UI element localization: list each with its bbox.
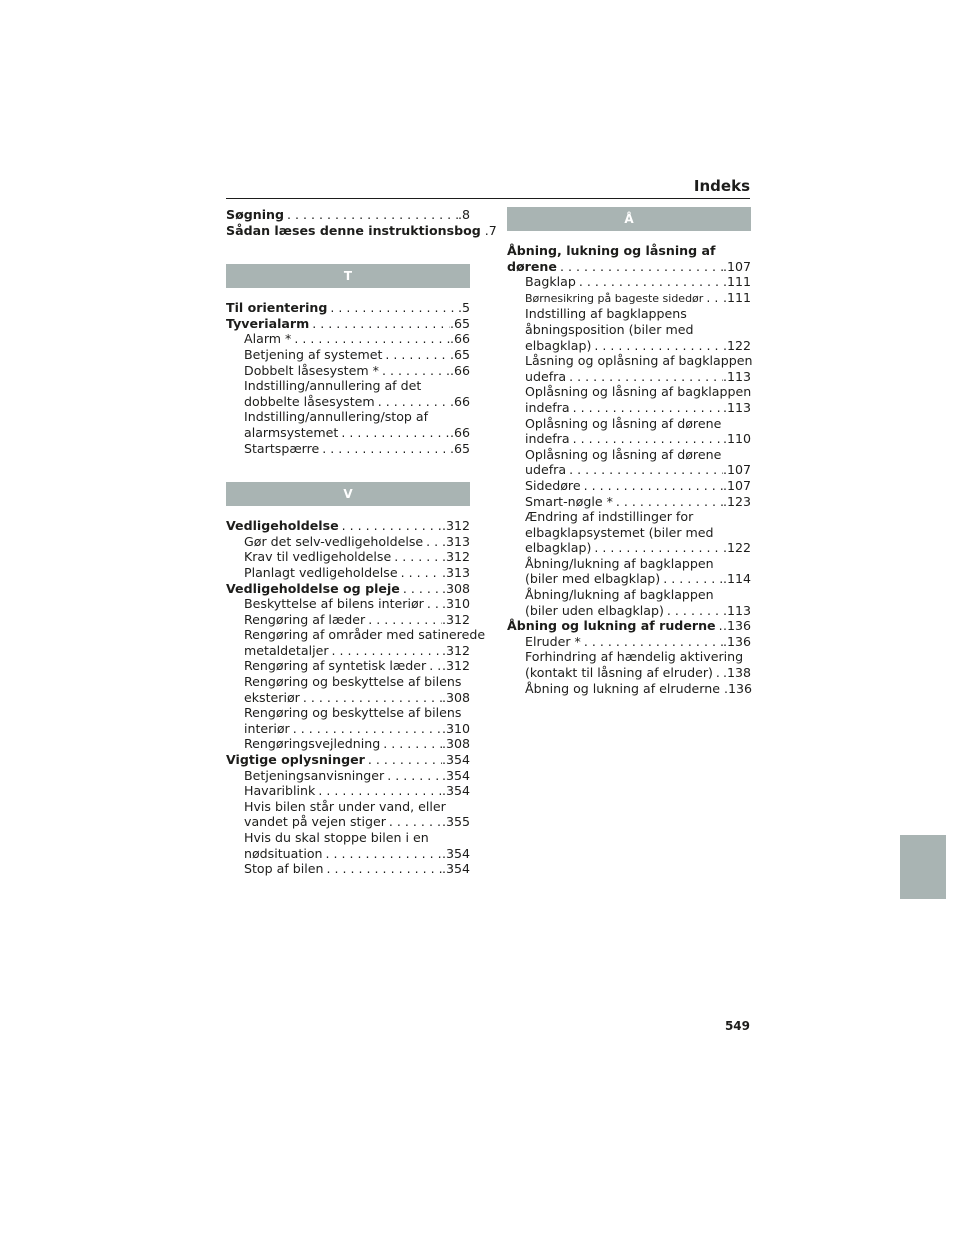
index-entry[interactable]: Til orientering . . . .5 (226, 300, 470, 316)
index-entry[interactable]: Tyverialarm . . . .65 (226, 316, 470, 332)
index-subentry[interactable]: udefra . . . .107 (507, 462, 751, 478)
index-subentry[interactable]: Gør det selv-vedligeholdelse . . . .313 (226, 534, 470, 550)
index-subentry[interactable]: interiør . . . .310 (226, 721, 470, 737)
index-subentry[interactable]: Stop af bilen . . . .354 (226, 861, 470, 877)
page-number: 549 (724, 1019, 750, 1033)
index-subentry[interactable]: vandet på vejen stiger . . . .355 (226, 814, 470, 830)
index-subentry[interactable]: (biler med elbagklap) . . . .114 (507, 571, 751, 587)
index-entry[interactable]: Vedligeholdelse . . . .312 (226, 518, 470, 534)
index-subentry-line: Oplåsning og låsning af bagklappen (525, 384, 752, 400)
index-subentry[interactable]: Rengøringsvejledning . . . .308 (226, 736, 470, 752)
index-entry[interactable]: Søgning . . . .8 (226, 207, 470, 223)
index-subentry[interactable]: alarmsystemet . . . .66 (226, 425, 470, 441)
index-subentry[interactable]: Bagklap . . . .111 (507, 274, 751, 290)
index-entry-line: Åbning, lukning og låsning af (507, 243, 716, 258)
index-column-right (507, 207, 751, 696)
index-subentry-line: Åbning/lukning af bagklappen (525, 587, 714, 603)
index-subentry-line: Oplåsning og låsning af dørene (525, 415, 722, 431)
index-subentry[interactable]: elbagklap) . . . .122 (507, 338, 751, 354)
index-subentry[interactable]: Rengøring af læder . . . .312 (226, 612, 470, 628)
index-subentry[interactable]: Alarm * . . . .66 (226, 331, 470, 347)
chapter-tab (900, 835, 946, 899)
index-subentry-line: Rengøring og beskyttelse af bilens (244, 705, 462, 721)
index-subentry-line: åbningsposition (biler med (525, 321, 694, 337)
index-subentry[interactable]: Åbning og lukning af elruderne . . . .136 (507, 681, 751, 697)
index-subentry-line: elbagklapsystemet (biler med (525, 524, 714, 540)
index-subentry-line: Indstilling/annullering af det (244, 378, 422, 394)
index-subentry[interactable]: Dobbelt låsesystem * . . . .66 (226, 363, 470, 379)
section-header-v: V (226, 482, 470, 506)
index-subentry-line: Rengøring og beskyttelse af bilens (244, 674, 462, 690)
index-entry[interactable]: Vedligeholdelse og pleje . . . .308 (226, 581, 470, 597)
index-subentry[interactable]: Smart-nøgle * . . . .123 (507, 494, 751, 510)
index-subentry[interactable]: indefra . . . .113 (507, 400, 751, 416)
index-subentry[interactable]: indefra . . . .110 (507, 431, 751, 447)
header-rule (226, 198, 750, 199)
index-subentry[interactable]: Planlagt vedligeholdelse . . . .313 (226, 565, 470, 581)
section-header-t: T (226, 264, 470, 288)
index-subentry[interactable]: metaldetaljer . . . .312 (226, 643, 470, 659)
index-subentry-line: Forhindring af hændelig aktivering (525, 649, 744, 665)
index-subentry[interactable]: Krav til vedligeholdelse . . . .312 (226, 549, 470, 565)
index-entry[interactable]: Åbning og lukning af ruderne . . . .136 (507, 618, 751, 634)
index-subentry[interactable]: Elruder * . . . .136 (507, 634, 751, 650)
index-subentry-line: Rengøring af områder med satinerede (244, 627, 486, 643)
section-header-aa: Å (507, 207, 751, 231)
index-subentry[interactable]: Betjening af systemet . . . .65 (226, 347, 470, 363)
index-subentry-line: Hvis du skal stoppe bilen i en (244, 830, 429, 845)
index-subentry-line: Oplåsning og låsning af dørene (525, 446, 722, 462)
index-subentry[interactable]: nødsituation . . . .354 (226, 846, 470, 862)
index-entry[interactable]: dørene . . . .107 (507, 259, 751, 275)
index-subentry[interactable]: (biler uden elbagklap) . . . .113 (507, 603, 751, 619)
index-subentry-line: Ændring af indstillinger for (525, 509, 694, 525)
index-subentry[interactable]: Startspærre . . . .65 (226, 441, 470, 457)
index-subentry[interactable]: Beskyttelse af bilens interiør . . . .310 (226, 596, 470, 612)
index-subentry[interactable]: udefra . . . .113 (507, 369, 751, 385)
index-subentry[interactable]: elbagklap) . . . .122 (507, 540, 751, 556)
index-subentry[interactable]: dobbelte låsesystem . . . .66 (226, 394, 470, 410)
index-subentry[interactable]: Havariblink . . . .354 (226, 783, 470, 799)
index-subentry-line: Åbning/lukning af bagklappen (525, 555, 714, 571)
index-subentry[interactable]: eksteriør . . . .308 (226, 690, 470, 706)
index-entry[interactable]: Vigtige oplysninger . . . .354 (226, 752, 470, 768)
index-subentry[interactable]: Rengøring af syntetisk læder . . . .312 (226, 658, 470, 674)
header-title: Indeks (693, 177, 750, 195)
index-subentry[interactable]: (kontakt til låsning af elruder) . . . .138 (507, 665, 751, 681)
index-subentry-line: Hvis bilen står under vand, eller (244, 798, 446, 814)
index-column-left (226, 207, 497, 877)
index-subentry-line: Indstilling af bagklappens (525, 306, 687, 322)
index-subentry[interactable]: Betjeningsanvisninger . . . .354 (226, 768, 470, 784)
index-subentry-line: Låsning og oplåsning af bagklappen (525, 353, 753, 369)
index-entry[interactable]: Sådan læses denne instruktionsbog . . . .7 (226, 223, 470, 239)
index-subentry-line: Indstilling/annullering/stop af (244, 409, 429, 425)
index-subentry[interactable]: Børnesikring på bageste sidedør . . . .111 (507, 290, 751, 307)
index-subentry[interactable]: Sidedøre . . . .107 (507, 478, 751, 494)
